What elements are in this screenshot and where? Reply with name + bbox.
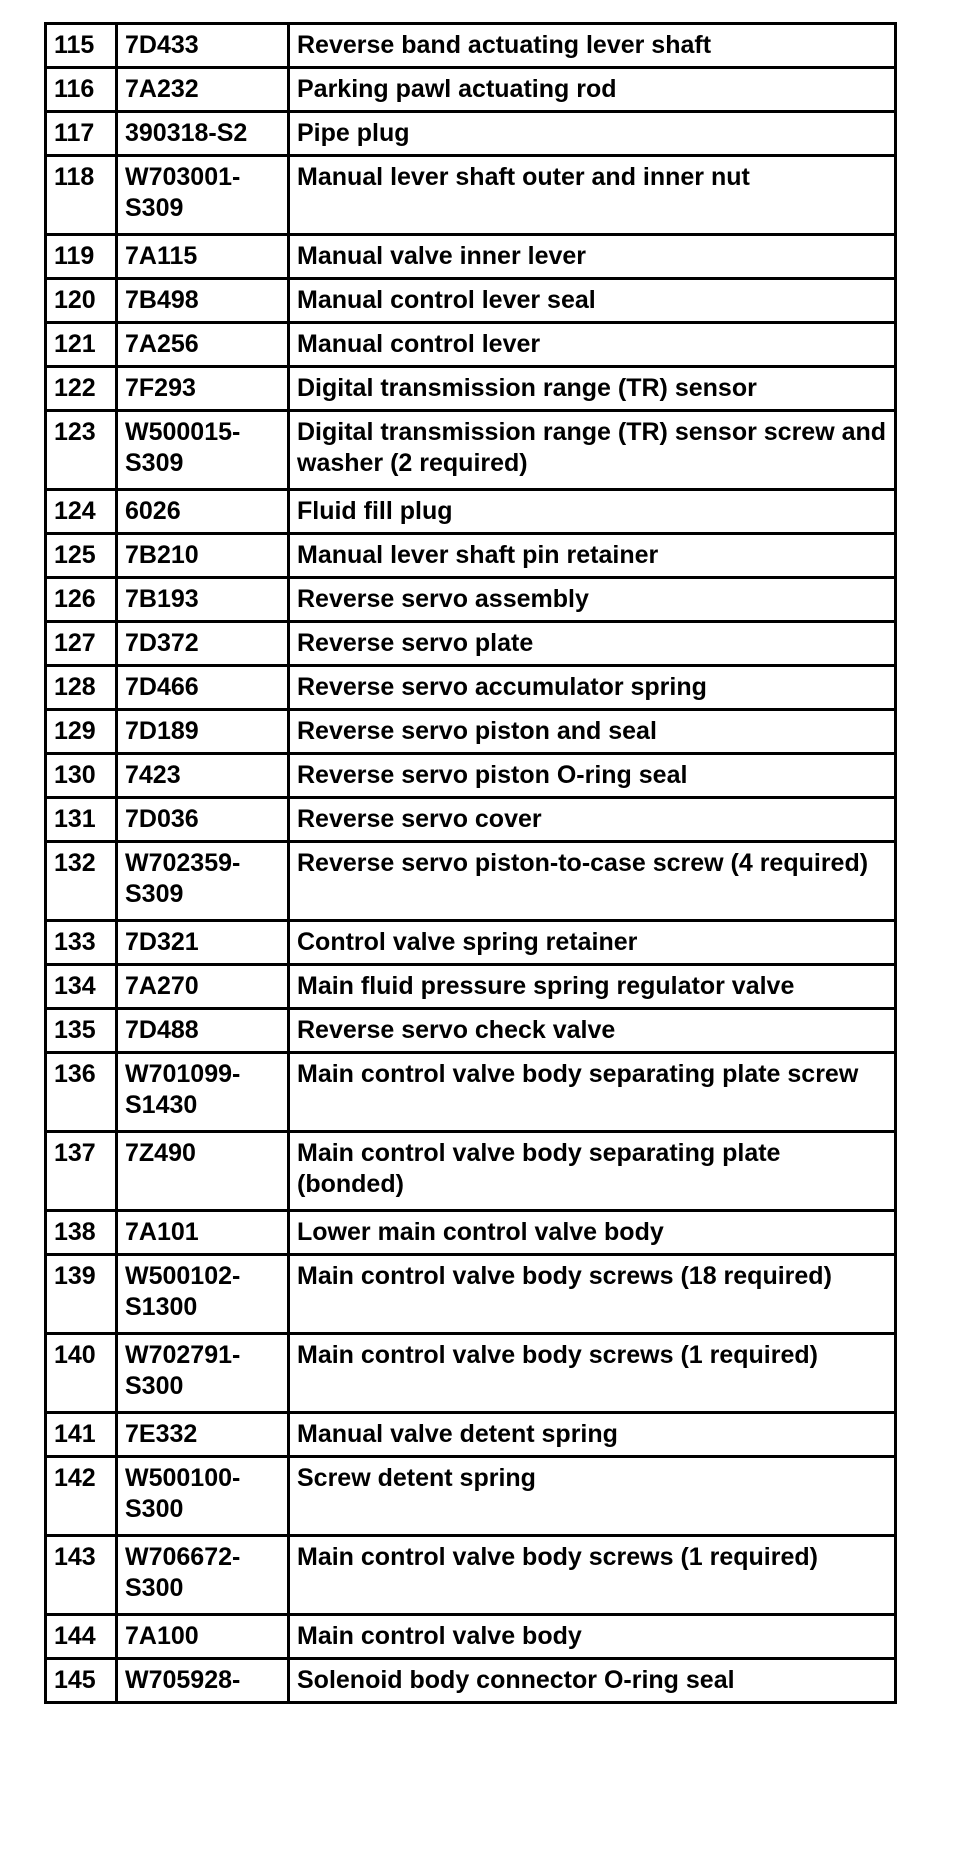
table-row [46, 411, 896, 490]
description-cell: Reverse servo piston and seal [289, 710, 896, 754]
part-number-cell: 7423 [117, 754, 289, 798]
description-cell: Reverse servo check valve [289, 1009, 896, 1053]
item-number-cell: 127 [46, 622, 117, 666]
part-number-cell: W500100- S300 [117, 1457, 289, 1536]
parts-table [44, 22, 897, 1704]
part-number-cell: 7D466 [117, 666, 289, 710]
parts-table-body [46, 24, 896, 1703]
description-cell: Manual control lever seal [289, 279, 896, 323]
part-number-cell: 7D372 [117, 622, 289, 666]
table-row [46, 24, 896, 68]
item-number-cell: 139 [46, 1255, 117, 1334]
table-row [46, 323, 896, 367]
item-number-cell: 116 [46, 68, 117, 112]
item-number-cell: 119 [46, 235, 117, 279]
description-cell: Main control valve body screws (1 required) [289, 1334, 896, 1413]
item-number-cell: 115 [46, 24, 117, 68]
part-number-cell: W702791- S300 [117, 1334, 289, 1413]
table-row [46, 1053, 896, 1132]
part-number-cell: 7Z490 [117, 1132, 289, 1211]
part-number-cell: W701099- S1430 [117, 1053, 289, 1132]
table-row [46, 578, 896, 622]
description-cell: Main control valve body separating plate screw [289, 1053, 896, 1132]
item-number-cell: 142 [46, 1457, 117, 1536]
table-row [46, 754, 896, 798]
item-number-cell: 130 [46, 754, 117, 798]
table-row [46, 921, 896, 965]
table-row [46, 68, 896, 112]
part-number-cell: W702359- S309 [117, 842, 289, 921]
item-number-cell: 121 [46, 323, 117, 367]
table-row [46, 1255, 896, 1334]
table-row [46, 1615, 896, 1659]
table-row [46, 1659, 896, 1703]
part-number-cell: W500102- S1300 [117, 1255, 289, 1334]
item-number-cell: 122 [46, 367, 117, 411]
item-number-cell: 135 [46, 1009, 117, 1053]
item-number-cell: 140 [46, 1334, 117, 1413]
item-number-cell: 141 [46, 1413, 117, 1457]
description-cell: Manual control lever [289, 323, 896, 367]
item-number-cell: 145 [46, 1659, 117, 1703]
description-cell: Reverse band actuating lever shaft [289, 24, 896, 68]
table-row [46, 1457, 896, 1536]
description-cell: Main fluid pressure spring regulator valve [289, 965, 896, 1009]
table-row [46, 490, 896, 534]
description-cell: Main control valve body [289, 1615, 896, 1659]
item-number-cell: 138 [46, 1211, 117, 1255]
table-row [46, 156, 896, 235]
item-number-cell: 120 [46, 279, 117, 323]
item-number-cell: 132 [46, 842, 117, 921]
table-row [46, 1211, 896, 1255]
description-cell: Fluid fill plug [289, 490, 896, 534]
item-number-cell: 124 [46, 490, 117, 534]
item-number-cell: 133 [46, 921, 117, 965]
part-number-cell: 7A100 [117, 1615, 289, 1659]
table-row [46, 798, 896, 842]
item-number-cell: 137 [46, 1132, 117, 1211]
item-number-cell: 136 [46, 1053, 117, 1132]
description-cell: Reverse servo piston O-ring seal [289, 754, 896, 798]
item-number-cell: 131 [46, 798, 117, 842]
table-row [46, 666, 896, 710]
part-number-cell: 7D189 [117, 710, 289, 754]
table-row [46, 534, 896, 578]
item-number-cell: 125 [46, 534, 117, 578]
part-number-cell: 7D488 [117, 1009, 289, 1053]
table-row [46, 965, 896, 1009]
part-number-cell: 7F293 [117, 367, 289, 411]
item-number-cell: 123 [46, 411, 117, 490]
table-row [46, 622, 896, 666]
part-number-cell: W703001- S309 [117, 156, 289, 235]
item-number-cell: 129 [46, 710, 117, 754]
description-cell: Reverse servo piston-to-case screw (4 required) [289, 842, 896, 921]
table-row [46, 1413, 896, 1457]
part-number-cell: 7A256 [117, 323, 289, 367]
part-number-cell: 7A101 [117, 1211, 289, 1255]
description-cell: Reverse servo plate [289, 622, 896, 666]
description-cell: Parking pawl actuating rod [289, 68, 896, 112]
table-row [46, 112, 896, 156]
description-cell: Digital transmission range (TR) sensor screw and washer (2 required) [289, 411, 896, 490]
part-number-cell: 7B210 [117, 534, 289, 578]
description-cell: Digital transmission range (TR) sensor [289, 367, 896, 411]
description-cell: Control valve spring retainer [289, 921, 896, 965]
part-number-cell: W705928- [117, 1659, 289, 1703]
item-number-cell: 144 [46, 1615, 117, 1659]
table-row [46, 279, 896, 323]
item-number-cell: 118 [46, 156, 117, 235]
item-number-cell: 117 [46, 112, 117, 156]
description-cell: Manual lever shaft outer and inner nut [289, 156, 896, 235]
part-number-cell: 7A232 [117, 68, 289, 112]
table-row [46, 1334, 896, 1413]
item-number-cell: 128 [46, 666, 117, 710]
table-row [46, 1009, 896, 1053]
description-cell: Reverse servo assembly [289, 578, 896, 622]
part-number-cell: 7D321 [117, 921, 289, 965]
part-number-cell: 390318-S2 [117, 112, 289, 156]
description-cell: Screw detent spring [289, 1457, 896, 1536]
part-number-cell: W500015- S309 [117, 411, 289, 490]
description-cell: Solenoid body connector O-ring seal [289, 1659, 896, 1703]
part-number-cell: 7D433 [117, 24, 289, 68]
description-cell: Manual lever shaft pin retainer [289, 534, 896, 578]
item-number-cell: 143 [46, 1536, 117, 1615]
description-cell: Manual valve detent spring [289, 1413, 896, 1457]
description-cell: Main control valve body screws (1 required) [289, 1536, 896, 1615]
description-cell: Manual valve inner lever [289, 235, 896, 279]
part-number-cell: 6026 [117, 490, 289, 534]
description-cell: Reverse servo cover [289, 798, 896, 842]
item-number-cell: 134 [46, 965, 117, 1009]
part-number-cell: 7D036 [117, 798, 289, 842]
description-cell: Main control valve body screws (18 required) [289, 1255, 896, 1334]
table-row [46, 842, 896, 921]
part-number-cell: 7E332 [117, 1413, 289, 1457]
description-cell: Reverse servo accumulator spring [289, 666, 896, 710]
part-number-cell: 7A270 [117, 965, 289, 1009]
table-row [46, 235, 896, 279]
table-row [46, 1536, 896, 1615]
part-number-cell: 7A115 [117, 235, 289, 279]
table-row [46, 710, 896, 754]
description-cell: Lower main control valve body [289, 1211, 896, 1255]
part-number-cell: W706672- S300 [117, 1536, 289, 1615]
part-number-cell: 7B193 [117, 578, 289, 622]
description-cell: Main control valve body separating plate (bonded) [289, 1132, 896, 1211]
table-row [46, 367, 896, 411]
item-number-cell: 126 [46, 578, 117, 622]
part-number-cell: 7B498 [117, 279, 289, 323]
table-row [46, 1132, 896, 1211]
description-cell: Pipe plug [289, 112, 896, 156]
